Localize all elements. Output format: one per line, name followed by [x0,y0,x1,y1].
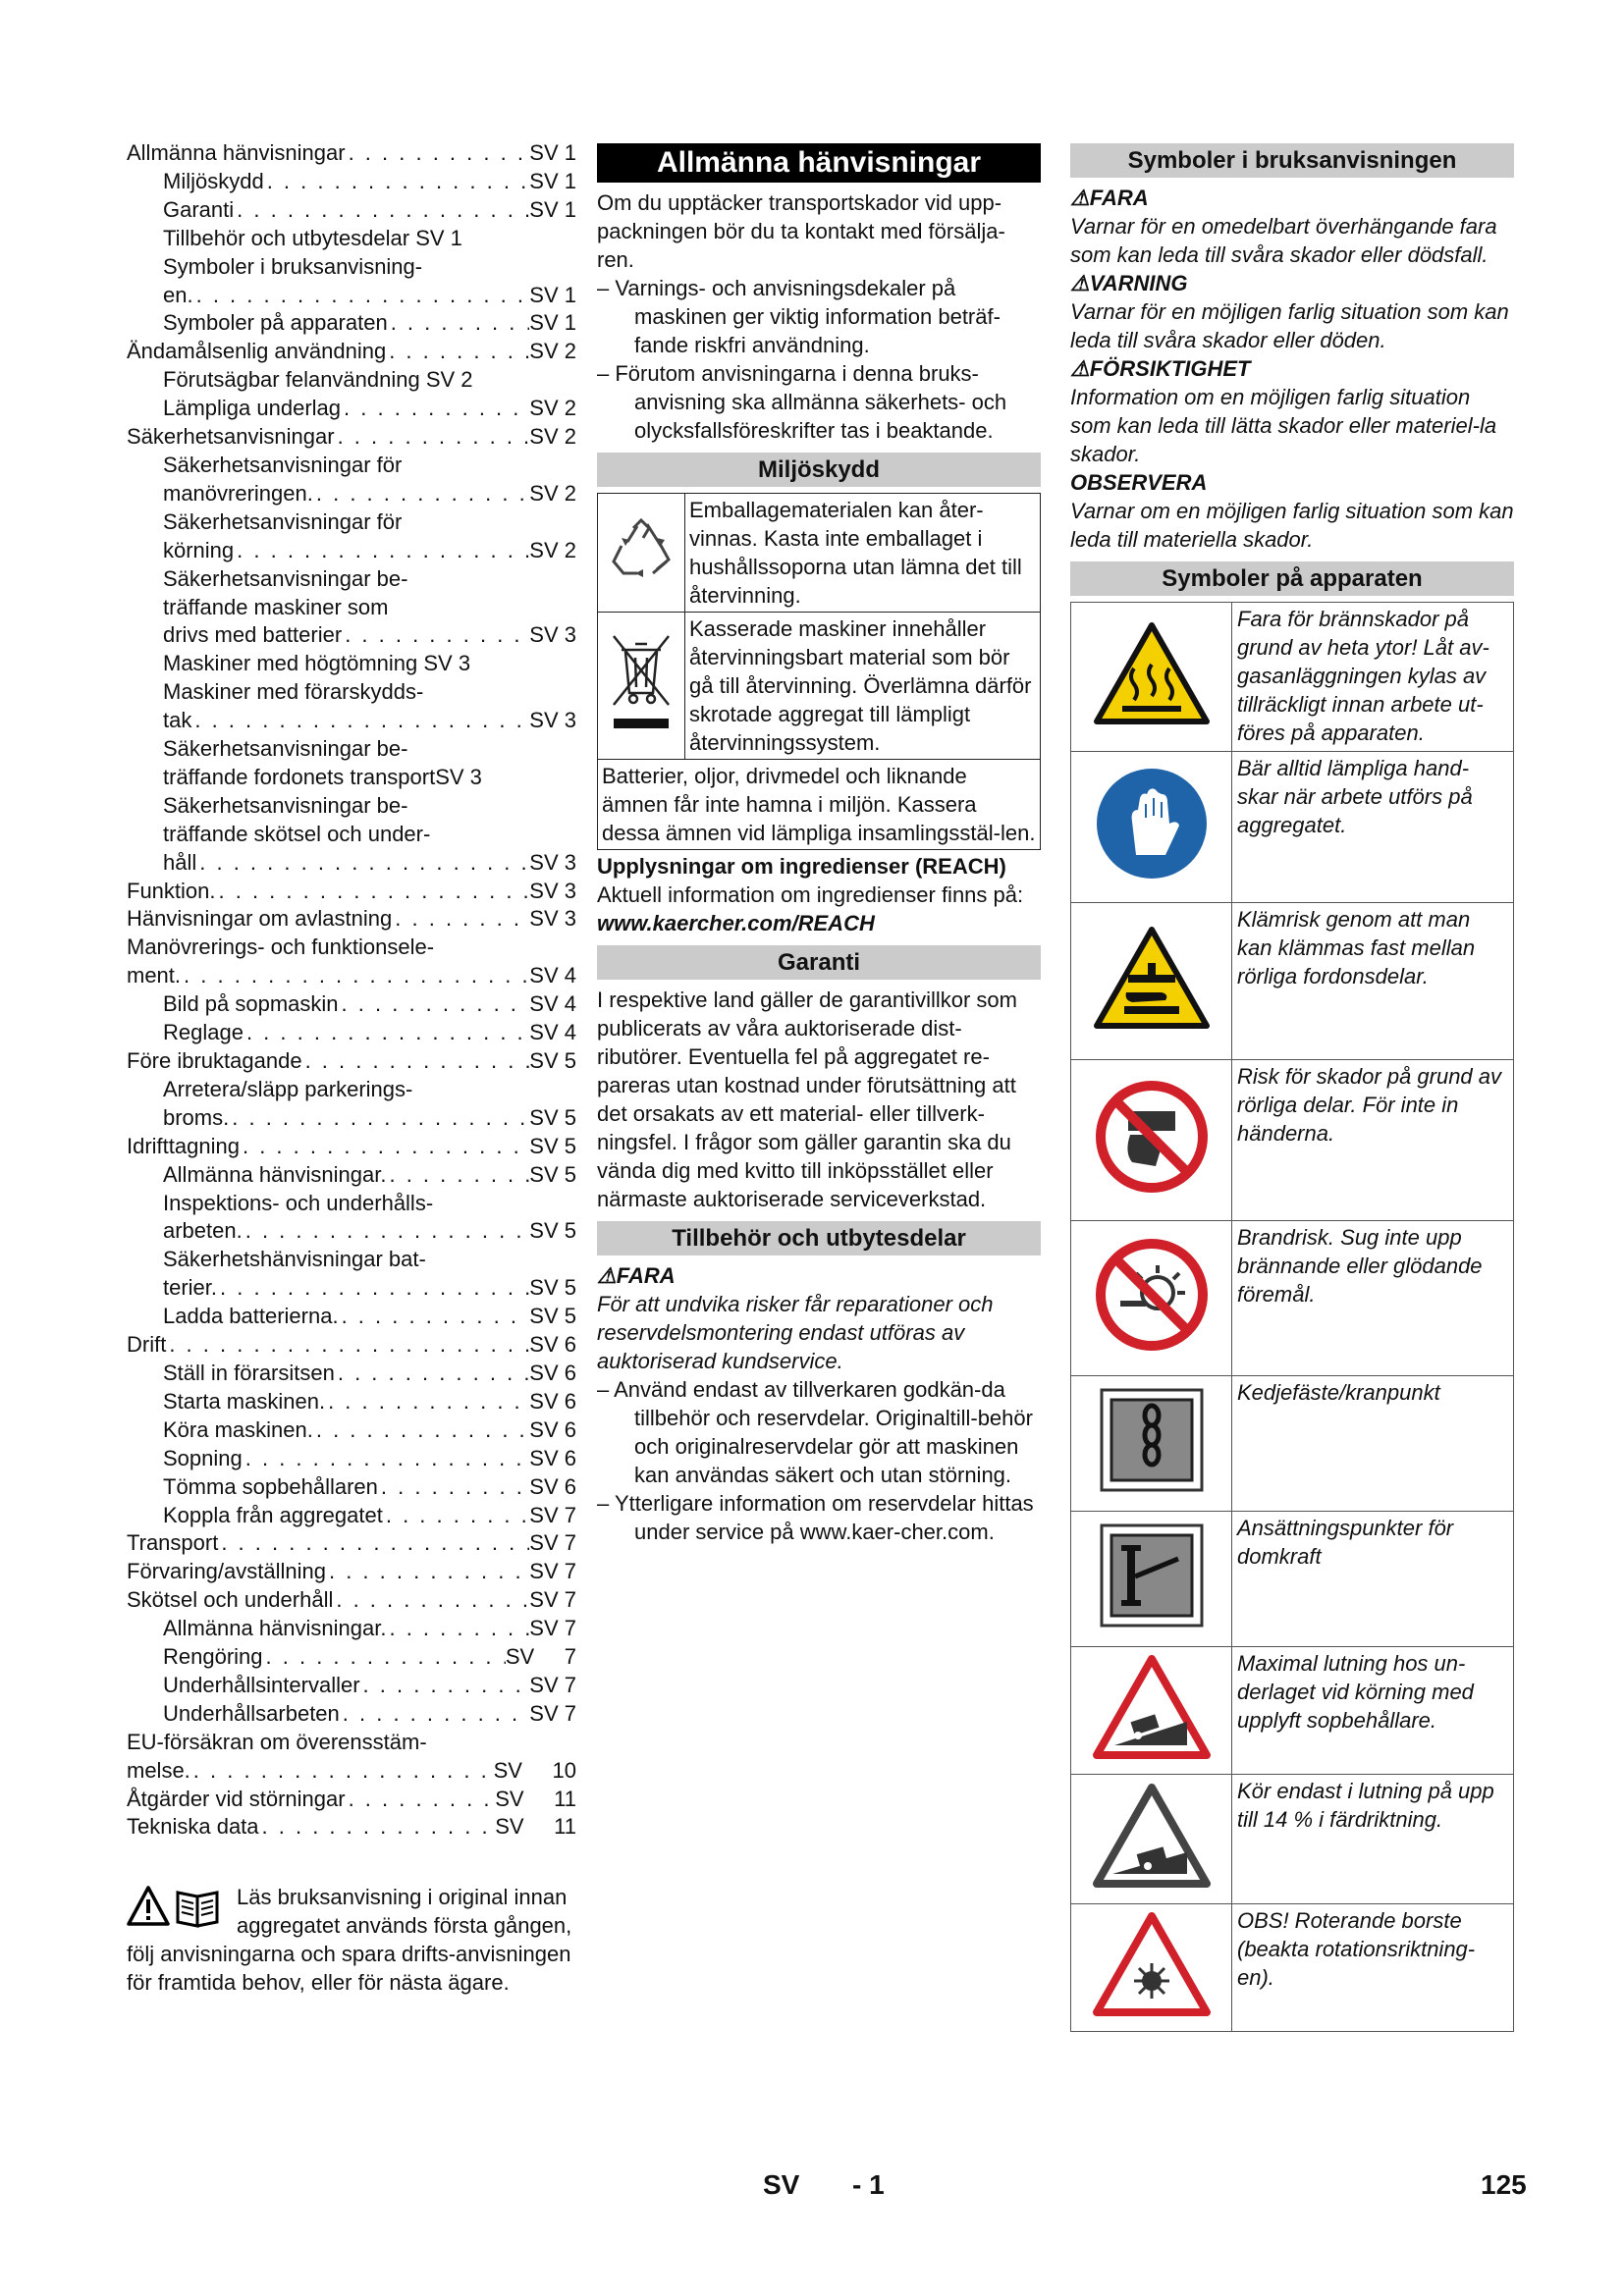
toc-entry-page: SV 3 [529,906,576,932]
toc-entry[interactable] [127,962,576,990]
toc-leader-dots [263,1643,506,1672]
toc-entry[interactable] [127,1473,576,1502]
toc-leader-dots [325,1388,529,1416]
toc-entry[interactable]: Säkerhetsanvisningar be- [163,565,408,591]
toc-entry[interactable] [127,395,576,423]
toc-entry[interactable] [127,1615,576,1643]
warranty-heading: Garanti [597,945,1041,980]
symbol-icon-cell [1071,1221,1232,1376]
reach-text: Aktuell information om ingredienser finns på: [597,882,1024,907]
toc-entry-title: manövreringen. [163,480,313,506]
toc-leader-dots [341,395,529,423]
toc-entry[interactable] [127,849,576,878]
no-burning-objects-icon [1093,1236,1211,1354]
toc-entry[interactable]: Symboler i bruksanvisning- [163,253,423,279]
toc-entry-title: Garanti [163,196,235,222]
toc-leader-dots [326,1558,529,1586]
toc-entry-title: Idrifttagning [127,1133,240,1158]
toc-entry[interactable] [127,1388,576,1416]
toc-leader-dots [346,1786,496,1814]
toc-entry-title: drivs med batterier [163,622,343,648]
toc-leader-dots [386,1161,529,1190]
crush-hazard-icon [1093,924,1211,1032]
toc-entry-page: SV 3 [529,849,576,875]
toc-entry-page: SV 10 [493,1757,576,1783]
toc-entry-title: Ställ in förarsitsen [163,1360,335,1385]
toc-entry[interactable] [127,1757,576,1786]
toc-leader-dots [166,1331,529,1360]
env-table [597,493,1041,850]
toc-leader-dots [333,1586,529,1615]
toc-entry-title: körning [163,537,235,562]
symbol-text: Kör endast i lutning på upp till 14 % i färdriktning. [1232,1775,1514,1904]
toc-leader-dots [217,1274,529,1303]
toc-leader-dots [196,849,529,878]
symbol-text-notice: Varnar om en möjligen farlig situation som kan leda till materiella skador. [1070,499,1514,552]
toc-entry-page: SV 2 [529,339,576,364]
symbol-text-warning: Varnar för en möjligen farlig situation som kan leda till svåra skador eller döden. [1070,299,1509,352]
toc-entry[interactable] [127,1502,576,1530]
toc-leader-dots [244,1019,529,1047]
toc-entry-title: Miljöskydd [163,168,264,193]
toc-entry[interactable] [127,1274,576,1303]
symbol-label-warning: ⚠VARNING [1070,271,1188,295]
env-row-2: Kasserade maskiner innehåller återvinningsbart material som bör gå till återvinning. Överlämna därför skrotade aggregat till lämpligt återvinningssystem. [685,613,1041,760]
toc-entry[interactable]: Inspektions- och underhålls- [163,1190,434,1215]
symbol-text: Risk för skador på grund av rörliga delar. För inte in händerna. [1232,1060,1514,1221]
toc-entry[interactable] [127,1445,576,1473]
toc-leader-dots [335,1360,529,1388]
toc-entry-page: SV 4 [529,1020,576,1045]
toc-leader-dots [383,1502,529,1530]
toc-entry[interactable] [127,1047,576,1076]
toc-leader-dots [360,1672,530,1700]
toc-entry-title: Transport [127,1530,219,1556]
toc-entry[interactable] [127,1303,576,1331]
toc-entry-page: SV 3 [529,878,576,903]
symbol-text: OBS! Roterande borste (beakta rotationsriktning-en). [1232,1904,1514,2032]
toc-entry-page: SV 7 [529,1672,576,1697]
toc-leader-dots [229,1104,529,1133]
general-heading: Allmänna hänvisningar [597,143,1041,183]
toc-entry[interactable] [127,1700,576,1729]
toc-entry-page: SV 7 [529,1502,576,1527]
toc-entry-page: SV 6 [529,1445,576,1470]
toc-entry[interactable]: Arretera/släpp parkerings- [163,1076,413,1101]
toc-leader-dots [378,1473,529,1502]
toc-leader-dots [240,1133,529,1161]
toc-leader-dots [340,1700,530,1729]
toc-entry-page: SV 5 [529,1275,576,1301]
toc-entry-page: SV 2 [529,424,576,450]
toc-entry-page: SV 11 [495,1814,576,1840]
toc-entry-title: terier. [163,1275,218,1301]
toc-leader-dots [313,480,529,508]
toc-entry-page: SV 5 [529,1218,576,1244]
symbol-icon-cell [1071,752,1232,903]
toc-entry[interactable] [127,621,576,650]
toc-entry[interactable]: träffande maskiner som [163,594,389,619]
toc-entry-title: Symboler på apparaten [163,310,388,336]
reach-title: Upplysningar om ingredienser (REACH) [597,854,1006,879]
slope-14-percent-icon [1093,1782,1211,1890]
toc-entry-title: Funktion. [127,878,216,903]
toc-entry[interactable] [127,282,576,310]
toc-entry-page: SV 1 [529,168,576,193]
warranty-text: I respektive land gäller de garantivillkor som publicerats av våra auktoriserade dist-ributörer. Eventuella fel på aggregatet re-pareras utan kostnad under förutsättning att det orsakats av ett material- eller tillverk-ningsfel. I frågor som gäller garantin ska du vända dig med kvitto till inköpsstället eller närmaste auktoriserade serviceverkstad. [597,988,1017,1211]
toc-leader-dots [193,282,530,310]
footer-local-page: - 1 [852,2169,885,2200]
symbol-text: Maximal lutning hos un-derlaget vid körning med upplyft sopbehållare. [1232,1647,1514,1775]
toc-entry-title: Ladda batterierna. [163,1304,339,1329]
toc-entry-title: Förvaring/avställning [127,1559,326,1584]
toc-leader-dots [190,1757,494,1786]
general-bullet: – Förutom anvisningarna i denna bruks-anvisning ska allmänna säkerhets- och olycksfallsföreskrifter tas i beaktande. [597,361,1007,443]
toc-entry[interactable]: Säkerhetshänvisningar bat- [163,1247,426,1272]
toc-entry-page: SV 3 [529,708,576,733]
toc-leader-dots [216,878,530,906]
hot-surface-warning-icon [1093,619,1211,727]
toc-entry[interactable] [127,1331,576,1360]
symbol-text: Kedjefäste/kranpunkt [1232,1376,1514,1512]
toc-entry-title: Koppla från aggregatet [163,1502,383,1527]
toc-entry-title: en. [163,282,193,307]
toc-entry-page: SV 6 [529,1388,576,1414]
toc-leader-dots [386,1615,529,1643]
accessories-bullet: – Använd endast av tillverkaren godkän-da tillbehör och reservdelar. Originaltill-behör och originalreservdelar gör att maskinen kan användas säkert och utan störning. [597,1377,1033,1487]
toc-entry-page: SV 5 [529,1161,576,1187]
toc-entry-title: Drift [127,1332,167,1358]
symbol-label-danger: ⚠FARA [1070,186,1149,210]
toc-entry[interactable] [127,1529,576,1558]
toc-entry-page: SV 5 [529,1048,576,1073]
toc-entry-page: SV 1 [529,140,576,165]
toc-entry[interactable] [127,1416,576,1445]
toc-leader-dots [234,537,529,565]
toc-entry-title: Underhållsintervaller [163,1672,360,1697]
toc-entry-title: Före ibruktagande [127,1048,302,1073]
toc-entry[interactable]: Säkerhetsanvisningar för [163,508,403,534]
toc-entry-title: Allmänna hänvisningar. [163,1616,387,1641]
toc-entry-page: SV 6 [529,1360,576,1385]
toc-entry-page: SV 7 [529,1616,576,1641]
toc-entry-title: arbeten. [163,1218,243,1244]
toc-entry[interactable] [127,196,576,225]
toc-leader-dots [342,621,529,650]
env-row-3: Batterier, oljor, drivmedel och liknande ämnen får inte hamna i miljön. Kassera dessa ämnen vid lämpliga insamlingsstäl-len. [598,760,1041,850]
toc-entry[interactable]: Maskiner med högtömning SV 3 [163,651,471,676]
manual-symbols-heading: Symboler i bruksanvisningen [1070,143,1514,178]
toc-leader-dots [346,139,530,168]
general-intro: Om du upptäcker transportskador vid upp-packningen bör du ta kontakt med försälja-ren. [597,190,1005,272]
device-symbols-heading: Symboler på apparaten [1070,561,1514,596]
toc-entry[interactable]: Maskiner med förarskydds- [163,679,424,705]
footer-page-number: 125 [1481,2169,1527,2200]
toc-leader-dots [259,1813,496,1842]
reach-link[interactable]: www.kaercher.com/REACH [597,911,875,935]
chain-lift-point-icon [1098,1386,1206,1494]
toc-leader-dots [234,196,529,225]
toc-leader-dots [388,309,530,338]
toc-leader-dots [392,905,529,934]
toc-entry[interactable] [127,139,576,168]
toc-entry[interactable] [127,1672,576,1700]
toc-entry[interactable] [127,1133,576,1161]
protective-gloves-icon [1093,765,1211,882]
symbol-label-caution: ⚠FÖRSIKTIGHET [1070,356,1251,381]
toc-entry-page: SV 2 [529,396,576,421]
no-hands-moving-parts-icon [1093,1078,1211,1196]
toc-entry-title: Ändamålsenlig användning [127,339,387,364]
toc-list [127,139,576,1842]
symbol-text: Klämrisk genom att man kan klämmas fast mellan rörliga fordonsdelar. [1232,903,1514,1060]
accessories-bullet: – Ytterligare information om reservdelar hittas under service på www.kaer-cher.com. [597,1491,1034,1544]
symbol-icon-cell [1071,1060,1232,1221]
toc-leader-dots [181,962,529,990]
toc-entry-title: Rengöring [163,1644,263,1670]
toc-entry[interactable] [127,707,576,735]
toc-entry-title: Tekniska data [127,1814,259,1840]
device-symbols-table [1070,602,1514,2032]
accessories-heading: Tillbehör och utbytesdelar [597,1221,1041,1255]
toc-entry-title: Starta maskinen. [163,1388,326,1414]
toc-entry-page: SV 2 [529,480,576,506]
toc-entry-title: Tömma sopbehållaren [163,1473,378,1499]
toc-entry-page: SV 3 [529,622,576,648]
toc-entry[interactable] [127,1586,576,1615]
rotating-brush-icon [1093,1910,1211,2018]
toc-entry[interactable] [127,1161,576,1190]
toc-entry-page: SV 7 [529,1700,576,1726]
symbol-icon-cell [1071,1775,1232,1904]
symbol-text: Fara för brännskador på grund av heta ytor! Låt av-gasanläggningen kylas av tillräckligt innan arbete ut-föres på apparaten. [1232,603,1514,752]
accessories-danger-text: För att undvika risker får reparationer och reservdelsmontering endast utföras av auktoriserad kundservice. [597,1292,994,1373]
column-right [1070,139,1514,2032]
symbol-icon-cell [1071,903,1232,1060]
toc-entry[interactable] [127,537,576,565]
toc-entry-page: SV 2 [529,537,576,562]
toc-entry-title: Bild på sopmaskin [163,991,339,1017]
toc-entry[interactable]: EU-försäkran om överensstäm- [127,1729,427,1754]
toc-leader-dots [243,1445,530,1473]
toc-entry-page: SV 1 [529,282,576,307]
symbol-icon-cell [1071,1647,1232,1775]
toc-entry[interactable]: Manövrerings- och funktionsele- [127,934,435,960]
toc-entry-page: SV 1 [529,196,576,222]
symbol-icon-cell [1071,1904,1232,2032]
toc-entry[interactable] [127,1643,576,1672]
toc-entry-page: SV 5 [529,1304,576,1329]
symbol-text-danger: Varnar för en omedelbart överhängande fara som kan leda till svåra skador eller dödsfall. [1070,214,1497,267]
toc-entry[interactable] [127,168,576,196]
toc-entry-page: SV 5 [529,1133,576,1158]
env-row-1: Emballagematerialen kan åter-vinnas. Kasta inte emballaget i hushållssoporna utan lämna det till återvinning. [685,494,1041,613]
column-middle [597,139,1041,1546]
symbol-text-caution: Information om en möjligen farlig situation som kan leda till lätta skador eller materiel-la skador. [1070,385,1497,466]
recycling-icon [608,516,675,583]
toc-entry-title: Åtgärder vid störningar [127,1786,346,1811]
toc-entry-title: Hänvisningar om avlastning [127,906,393,932]
table-of-contents [127,139,576,1997]
symbol-text: Ansättningspunkter för domkraft [1232,1512,1514,1647]
env-icon-cell [598,613,685,760]
accessories-danger-label: ⚠FARA [597,1263,676,1288]
toc-entry[interactable]: Tillbehör och utbytesdelar SV 1 [163,225,462,250]
toc-leader-dots [191,707,529,735]
toc-entry[interactable] [127,1786,576,1814]
toc-entry[interactable] [127,1360,576,1388]
toc-entry[interactable] [127,423,576,452]
toc-entry-page: SV 11 [495,1786,576,1811]
manual-note [127,1883,576,1997]
toc-entry[interactable] [127,480,576,508]
toc-entry-page: SV 6 [529,1416,576,1442]
toc-entry[interactable] [127,1558,576,1586]
toc-entry[interactable]: träffande skötsel och under- [163,821,431,846]
toc-entry-title: Reglage [163,1020,244,1045]
toc-entry-page: SV 6 [529,1332,576,1358]
toc-entry[interactable]: träffande fordonets transportSV 3 [163,764,482,789]
toc-entry[interactable] [127,990,576,1019]
toc-entry[interactable] [127,1019,576,1047]
toc-entry-page: SV 6 [529,1473,576,1499]
symbol-text: Brandrisk. Sug inte upp brännande eller glödande föremål. [1232,1221,1514,1376]
toc-entry[interactable]: Förutsägbar felanvändning SV 2 [163,367,473,393]
warning-read-manual-icon [127,1885,229,1928]
toc-entry-title: broms. [163,1104,230,1130]
toc-entry-title: melse. [127,1757,190,1783]
toc-entry-title: håll [163,849,197,875]
toc-leader-dots [218,1529,529,1558]
toc-entry-title: Allmänna hänvisningar. [163,1161,387,1187]
toc-leader-dots [302,1047,530,1076]
toc-entry-title: Säkerhetsanvisningar [127,424,335,450]
toc-leader-dots [335,423,530,452]
toc-entry-page: SV 7 [529,1559,576,1584]
toc-entry[interactable] [127,1217,576,1246]
footer-language: SV [763,2169,800,2200]
toc-entry[interactable] [127,338,576,366]
toc-entry[interactable] [127,1813,576,1842]
toc-entry-page: SV 5 [529,1104,576,1130]
toc-entry-page: SV 4 [529,991,576,1017]
symbol-label-notice: OBSERVERA [1070,470,1208,495]
toc-entry-title: Lämpliga underlag [163,396,342,421]
toc-entry-title: Skötsel och underhåll [127,1587,334,1613]
symbol-icon-cell [1071,1376,1232,1512]
symbol-icon-cell [1071,603,1232,752]
toc-leader-dots [264,168,530,196]
toc-entry[interactable] [127,878,576,906]
toc-entry[interactable] [127,905,576,934]
manual-note-text: Läs bruksanvisning i original innan aggregatet används första gången, följ anvisningarna och spara drifts-anvisningen för framtida behov, eller för nästa ägare. [127,1885,572,1996]
toc-entry-page: SV 7 [505,1644,576,1670]
toc-entry-title: Underhållsarbeten [163,1700,340,1726]
symbol-icon-cell [1071,1512,1232,1647]
toc-entry-page: SV 1 [529,310,576,336]
general-bullet: – Varnings- och anvisningsdekaler på maskinen ger viktig information beträf-fande riskfri användning. [597,276,1001,357]
env-icon-cell [598,494,685,613]
toc-leader-dots [313,1416,529,1445]
max-slope-raised-hopper-icon [1093,1653,1211,1761]
toc-leader-dots [243,1217,530,1246]
toc-entry-page: SV 7 [529,1587,576,1613]
toc-entry-title: Sopning [163,1445,243,1470]
symbol-text: Bär alltid lämpliga hand-skar när arbete utförs på aggregatet. [1232,752,1514,903]
toc-entry-title: tak [163,708,192,733]
jack-point-icon [1098,1522,1206,1629]
toc-leader-dots [339,990,530,1019]
toc-leader-dots [386,338,529,366]
toc-entry-page: SV 4 [529,963,576,988]
toc-entry[interactable] [127,309,576,338]
toc-entry-title: Allmänna hänvisningar [127,140,346,165]
toc-entry-page: SV 7 [529,1530,576,1556]
toc-leader-dots [339,1303,530,1331]
toc-entry[interactable]: Säkerhetsanvisningar för [163,452,403,477]
crossed-bin-icon [608,628,675,736]
toc-entry-title: Köra maskinen. [163,1416,313,1442]
toc-entry-title: ment. [127,963,182,988]
env-heading: Miljöskydd [597,453,1041,487]
toc-entry[interactable] [127,1104,576,1133]
toc-entry[interactable]: Säkerhetsanvisningar be- [163,792,408,818]
toc-entry[interactable]: Säkerhetsanvisningar be- [163,736,408,762]
